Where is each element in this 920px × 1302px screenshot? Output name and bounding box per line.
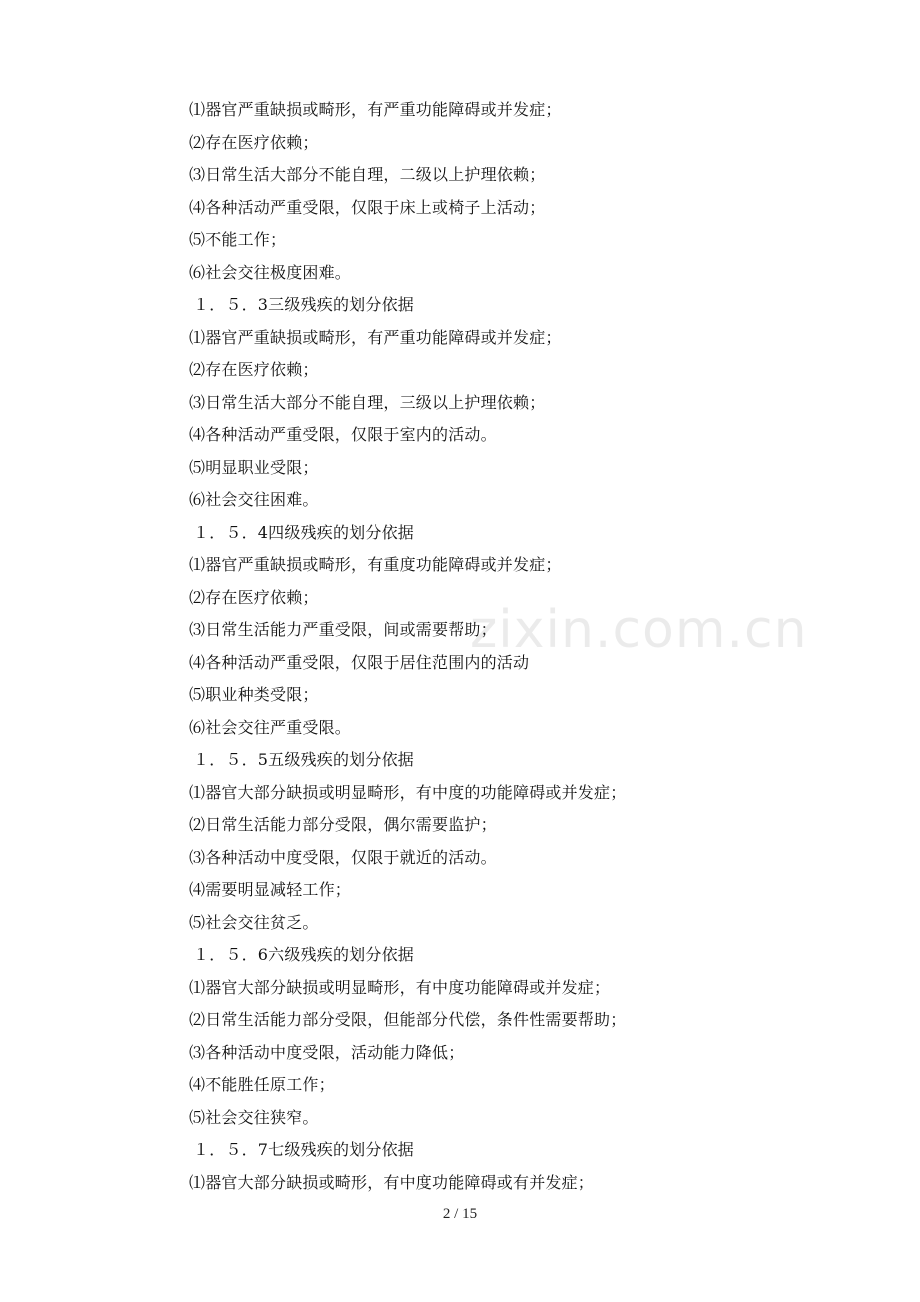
list-item: ⑸职业种类受限； — [189, 685, 319, 704]
list-item: ⑷各种活动严重受限，仅限于室内的活动。 — [189, 425, 497, 444]
document-body — [189, 94, 709, 1199]
list-item: ⑶各种活动中度受限，活动能力降低； — [189, 1042, 465, 1062]
list-item: ⑵存在医疗依赖； — [189, 587, 319, 607]
section-heading: １．５．5五级残疾的划分依据 — [193, 750, 414, 769]
watermark: zixin.com.cn — [470, 600, 808, 660]
list-item: ⑹社会交往极度困难。 — [189, 262, 352, 282]
list-item: ⑶日常生活大部分不能自理，三级以上护理依赖； — [189, 392, 546, 412]
list-item: ⑸明显职业受限； — [189, 457, 319, 477]
list-item: ⑸不能工作； — [189, 230, 287, 249]
list-item: ⑶日常生活大部分不能自理，二级以上护理依赖； — [189, 165, 546, 184]
list-item: ⑴器官严重缺损或畸形，有严重功能障碍或并发症； — [189, 327, 562, 347]
list-item: ⑷需要明显减轻工作； — [189, 880, 352, 899]
list-item: ⑴器官大部分缺损或明显畸形，有中度的功能障碍或并发症； — [189, 782, 627, 802]
list-item: ⑹社会交往困难。 — [189, 490, 319, 509]
list-item: ⑵日常生活能力部分受限，偶尔需要监护； — [189, 815, 497, 834]
list-item: ⑸社会交往贫乏。 — [189, 912, 319, 932]
list-item: ⑴器官大部分缺损或明显畸形，有中度功能障碍或并发症； — [189, 977, 611, 997]
section-heading: １．５．3三级残疾的划分依据 — [193, 295, 414, 314]
list-item: ⑶日常生活能力严重受限，间或需要帮助； — [189, 620, 497, 639]
list-item: ⑵存在医疗依赖； — [189, 360, 319, 379]
section-heading: １．５．7七级残疾的划分依据 — [193, 1140, 414, 1159]
list-item: ⑷各种活动严重受限，仅限于床上或椅子上活动； — [189, 197, 546, 217]
list-item: ⑶各种活动中度受限，仅限于就近的活动。 — [189, 847, 497, 867]
list-item: ⑴器官严重缺损或畸形，有严重功能障碍或并发症； — [189, 100, 562, 119]
list-item: ⑹社会交往严重受限。 — [189, 717, 352, 737]
list-item: ⑸社会交往狭窄。 — [189, 1107, 319, 1127]
list-item: ⑵存在医疗依赖； — [189, 132, 319, 152]
section-heading: １．５．4四级残疾的划分依据 — [193, 522, 414, 542]
page-number: 2 / 15 — [442, 1206, 478, 1222]
list-item: ⑷不能胜任原工作； — [189, 1075, 335, 1094]
list-item: ⑴器官大部分缺损或畸形，有中度功能障碍或有并发症； — [189, 1172, 595, 1192]
list-item: ⑵日常生活能力部分受限，但能部分代偿，条件性需要帮助； — [189, 1010, 627, 1029]
section-heading: １．５．6六级残疾的划分依据 — [193, 945, 414, 964]
list-item: ⑴器官严重缺损或畸形，有重度功能障碍或并发症； — [189, 555, 562, 574]
list-item: ⑷各种活动严重受限，仅限于居住范围内的活动 — [189, 652, 530, 672]
